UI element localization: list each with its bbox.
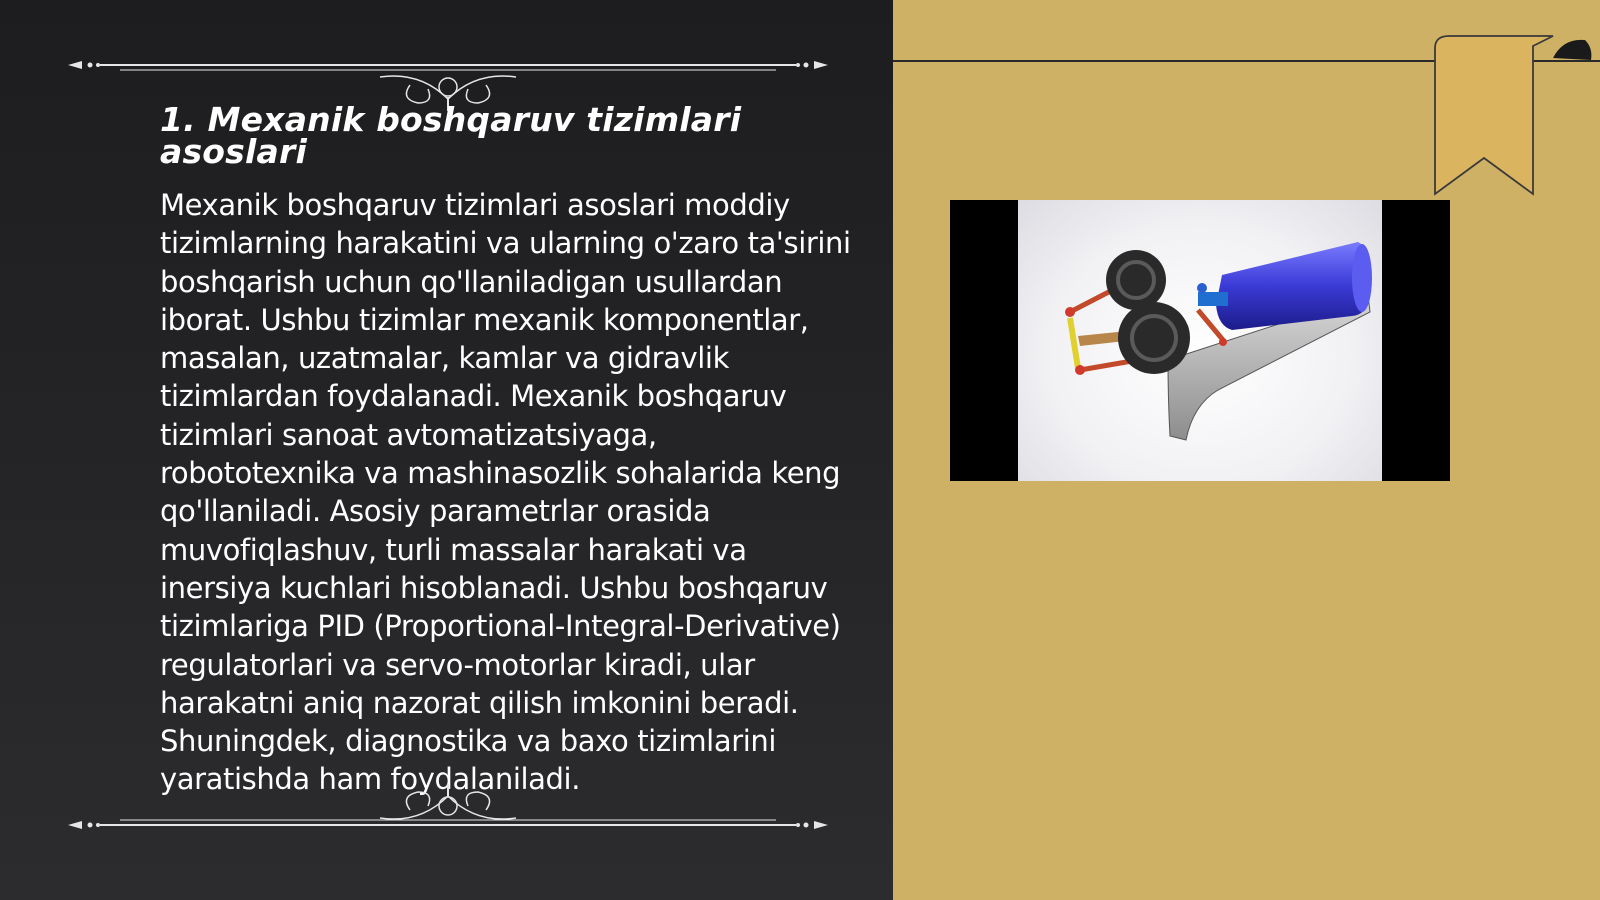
bookmark-ribbon-icon bbox=[1433, 34, 1593, 204]
gear-mechanism-illustration bbox=[1018, 200, 1382, 481]
slide-body-text: Mexanik boshqaruv tizimlari asoslari moddiy tizimlarning harakatini va ularning o'zaro ta'sirini boshqarish uchun qo'llaniladigan usullardan iborat. Ushbu tizimlar mexanik komponentlar, masalan, uzatmalar, kamlar va gidravlik tizimlardan foydalanadi. Mexanik boshqaruv tizimlari sanoat avtomatizatsiyaga, robototexnika va mashinasozlik sohalarida keng qo'llaniladi. Asosiy parametrlar orasida muvofiqlashuv, turli massalar harakati va inersiya kuchlari hisoblanadi. Ushbu boshqaruv tizimlariga PID (Proportional-Integral-Derivative) regulatorlari va servo-motorlar kiradi, ular harakatni aniq nazorat qilish imkonini beradi. Shuningdek, diagnostika va baxo tizimlarini yaratishda ham foydalaniladi. bbox=[160, 188, 851, 797]
mechanism-picture bbox=[950, 200, 1450, 481]
slide-title: 1. Mexanik boshqaruv tizimlari asoslari bbox=[160, 100, 742, 171]
bottom-ornament-icon bbox=[60, 770, 836, 850]
image-panel bbox=[893, 0, 1600, 900]
mechanism-image bbox=[1018, 200, 1382, 481]
